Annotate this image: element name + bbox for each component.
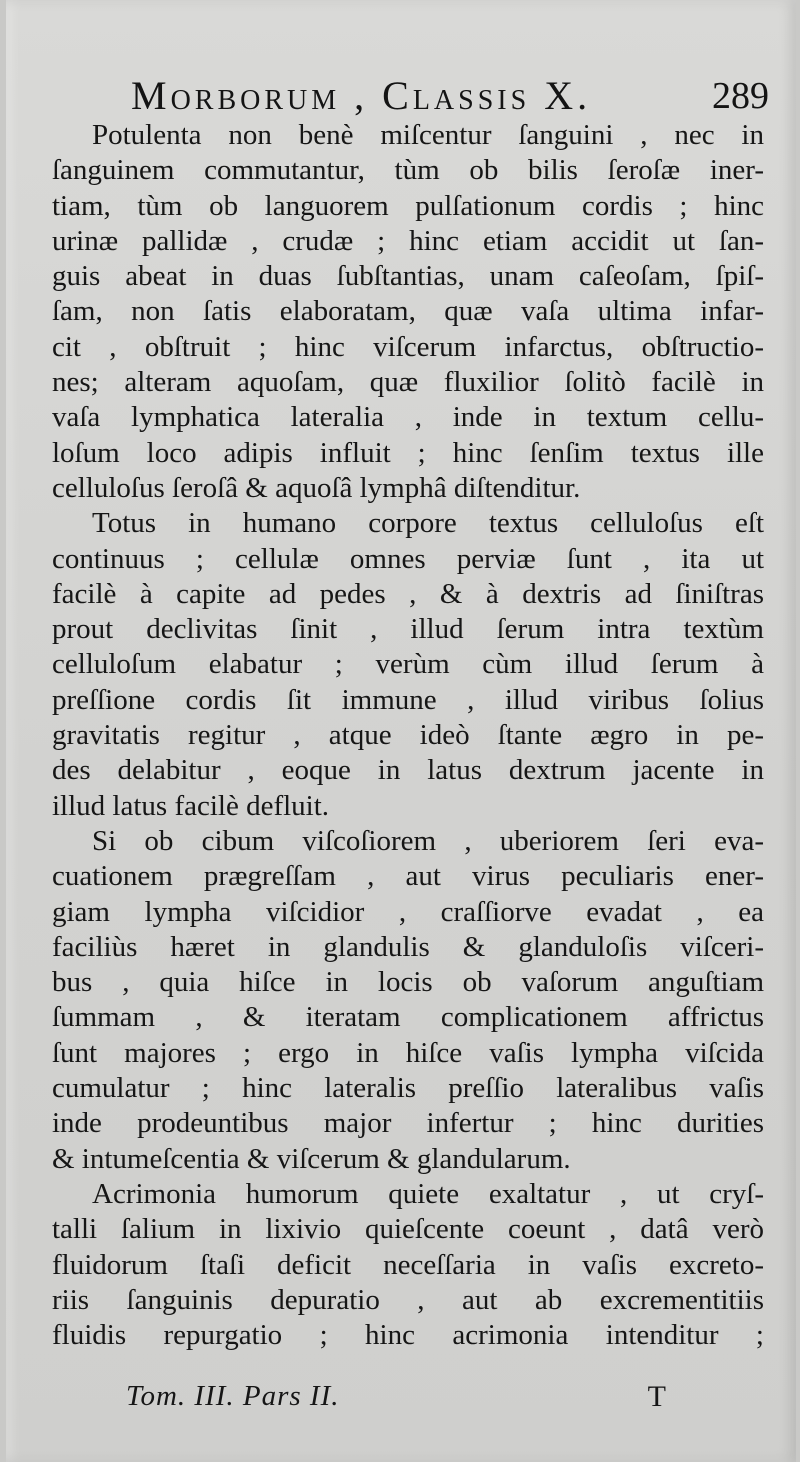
text-line: gravitatis regitur , atque ideò ſtante ægro in pe- (52, 719, 764, 752)
text-line: facilè à capite ad pedes , & à dextris ad ſiniſtras (52, 577, 764, 610)
text-line: ſummam , & iteratam complicationem affrictus (52, 1001, 764, 1034)
running-title: Morborum , Classis X. (131, 73, 592, 118)
text-line: celluloſum elabatur ; verùm cùm illud ſerum à (52, 648, 764, 681)
text-line: celluloſus ſeroſâ & aquoſâ lymphâ diſtenditur. (52, 471, 581, 504)
text-line: loſum loco adipis influit ; hinc ſenſim textus ille (52, 436, 764, 469)
text-line: fluidis repurgatio ; hinc acrimonia intenditur ; (52, 1319, 764, 1352)
text-line: talli ſalium in lixivio quieſcente coeunt , datâ verò (52, 1213, 764, 1246)
text-line: ſunt majores ; ergo in hiſce vaſis lympha viſcida (52, 1036, 764, 1069)
text-line: urinæ pallidæ , crudæ ; hinc etiam accidit ut ſan- (52, 224, 764, 257)
text-line: cuationem prægreſſam , aut virus peculiaris ener- (52, 860, 764, 893)
text-line: Potulenta non benè miſcentur ſanguini , nec in (92, 119, 764, 151)
text-line: Totus in humano corpore textus celluloſus eſt (92, 507, 764, 540)
text-line: guis abeat in duas ſubſtantias, unam caſeoſam, ſpiſ- (52, 260, 764, 293)
text-line: giam lympha viſcidior , craſſiorve evadat , ea (52, 895, 764, 928)
text-line: continuus ; cellulæ omnes perviæ ſunt , ita ut (52, 542, 764, 575)
text-line: Si ob cibum viſcoſiorem , uberiorem ſeri eva- (92, 824, 764, 857)
page-footer (126, 1380, 666, 1420)
text-line: preſſione cordis ſit immune , illud viribus ſolius (52, 683, 764, 716)
text-line: des delabitur , eoque in latus dextrum jacente in (52, 754, 764, 787)
page-header (131, 72, 771, 124)
text-line: cit , obſtruit ; hinc viſcerum infarctus, obſtructio- (52, 330, 764, 363)
signature-mark: T (647, 1380, 666, 1413)
text-line: inde prodeuntibus major infertur ; hinc durities (52, 1107, 764, 1140)
text-line: faciliùs hæret in glandulis & glanduloſis viſceri- (52, 930, 764, 963)
text-line: ſanguinem commutantur, tùm ob bilis ſeroſæ iner- (52, 154, 764, 187)
text-line: tiam, tùm ob languorem pulſationum cordis ; hinc (52, 189, 764, 222)
book-page (6, 0, 796, 1462)
text-line: cumulatur ; hinc lateralis preſſio lateralibus vaſis (52, 1072, 764, 1105)
text-line: fluidorum ſtaſi deficit neceſſaria in vaſis excreto- (52, 1248, 764, 1281)
text-line: nes; alteram aquoſam, quæ fluxilior ſolitò facilè in (52, 366, 764, 399)
text-line: Acrimonia humorum quiete exaltatur , ut cryſ- (92, 1177, 764, 1210)
text-line: prout declivitas ſinit , illud ſerum intra textùm (52, 613, 764, 646)
text-line: bus , quia hiſce in locis ob vaſorum anguſtiam (52, 966, 764, 999)
volume-signature: Tom. III. Pars II. (126, 1380, 340, 1412)
text-line: riis ſanguinis depuratio , aut ab excrementitiis (52, 1283, 764, 1316)
text-line: vaſa lymphatica lateralia , inde in textum cellu- (52, 401, 764, 434)
text-line: ſam, non ſatis elaboratam, quæ vaſa ultima infar- (52, 295, 764, 328)
page-number: 289 (712, 75, 769, 117)
text-line: illud latus facilè defluit. (52, 789, 330, 822)
body-text (52, 118, 764, 1353)
text-line: & intumeſcentia & viſcerum & glandularum. (52, 1142, 571, 1175)
